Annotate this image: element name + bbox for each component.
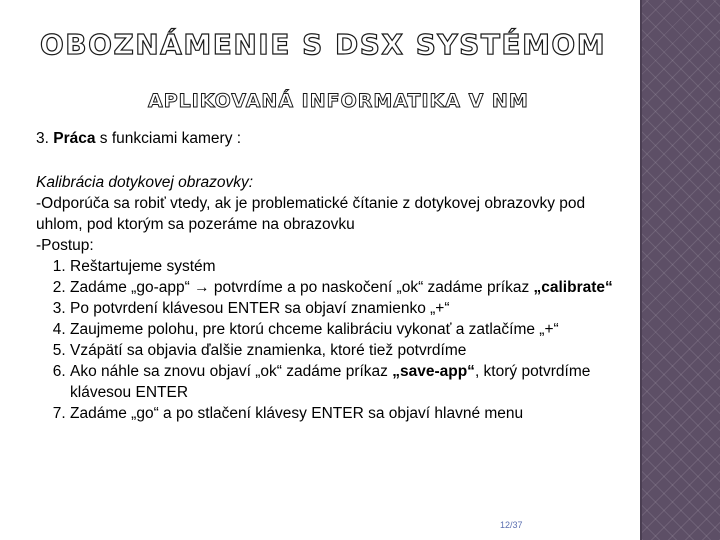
step-item <box>70 361 626 403</box>
step-text: , ktorý potvrdíme klávesou ENTER <box>70 363 591 401</box>
slide-subtitle: APLIKOVANÁ INFORMATIKA V NM <box>148 90 529 112</box>
step-item <box>70 319 626 340</box>
page-number: 12/37 <box>500 520 523 530</box>
section-text: s funkciami kamery : <box>99 130 242 147</box>
lead-text: Kalibrácia dotykovej obrazovky: <box>36 174 254 191</box>
step-text: Reštartujeme systém <box>70 258 216 275</box>
slide-title: OBOZNÁMENIE S DSX SYSTÉMOM <box>40 28 607 61</box>
command-text: „calibrate“ <box>533 279 613 296</box>
step-item <box>70 340 626 361</box>
note-text: -Odporúča sa robiť vtedy, ak je problematické čítanie z dotykovej obrazovky pod uhlom, pod ktorým sa pozeráme na obrazovku <box>36 195 586 233</box>
command-text: „save-app“ <box>392 363 475 380</box>
step-text: Zadáme „go-app“ <box>70 279 195 296</box>
step-item <box>70 298 626 319</box>
section-number: 3. <box>36 130 49 147</box>
step-text: Vzápätí sa objavia ďalšie znamienka, ktoré tiež potvrdíme <box>70 342 467 359</box>
step-item <box>70 256 626 277</box>
step-item <box>70 403 626 424</box>
step-text: Zaujmeme polohu, pre ktorú chceme kalibráciu vykonať a zatlačíme „+“ <box>70 321 559 338</box>
section-bold-text: Práca <box>53 130 96 147</box>
section-heading <box>36 130 241 148</box>
step-text: Ako náhle sa znovu objaví „ok“ zadáme príkaz <box>70 363 393 380</box>
step-text: Zadáme „go“ a po stlačení klávesy ENTER sa objaví hlavné menu <box>70 405 524 422</box>
step-text: potvrdíme a po naskočení „ok“ zadáme príkaz <box>209 279 534 296</box>
arrow-right-icon: → <box>194 279 210 296</box>
step-text: Po potvrdení klávesou ENTER sa objaví znamienko „+“ <box>70 300 450 317</box>
content-body <box>36 172 626 424</box>
step-item <box>70 277 626 298</box>
steps-list <box>36 256 626 424</box>
note-text: -Postup: <box>36 237 94 254</box>
decorative-side-panel <box>640 0 720 540</box>
